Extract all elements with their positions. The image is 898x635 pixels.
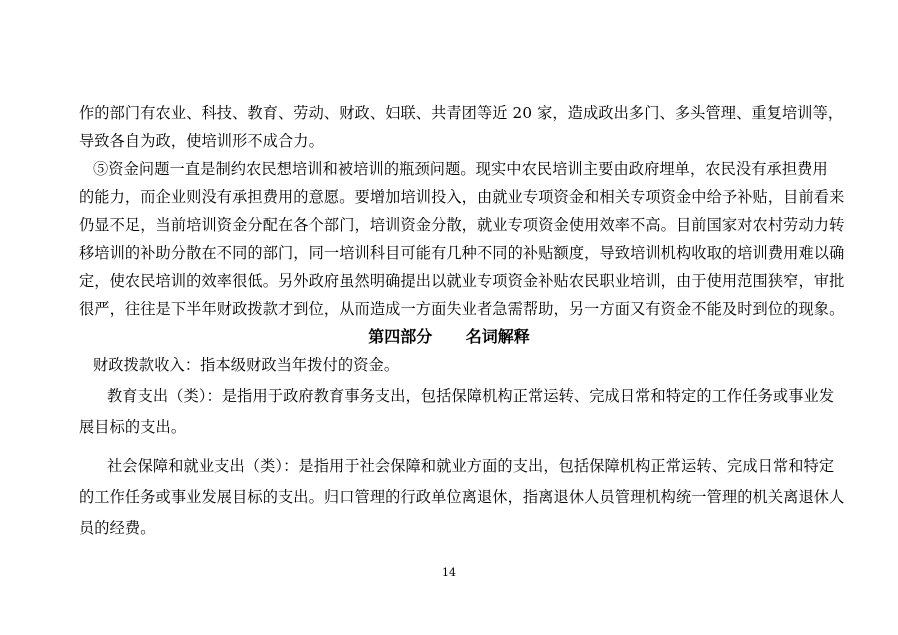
paragraph-line: 移培训的补助分散在不同的部门，同一培训科目可能有几种不同的补贴额度，导致培训机构收取的培训费用难以确 (79, 244, 845, 262)
page-number: 14 (442, 566, 456, 579)
paragraph-line: 仍显不足，当前培训资金分配在各个部门，培训资金分散，就业专项资金使用效率不高。目前国家对农村劳动力转 (79, 216, 845, 234)
paragraph-line: ⑤资金问题一直是制约农民想培训和被培训的瓶颈问题。现实中农民培训主要由政府埋单，农民没有承担费用 (93, 160, 828, 178)
paragraph-line: 定，使农民培训的效率很低。另外政府虽然明确提出以就业专项资金补贴农民职业培训，由于使用范围狭窄，审批 (79, 272, 845, 290)
section-heading: 第四部分 名词解释 (368, 327, 530, 346)
definition-line: 展目标的支出。 (79, 418, 187, 436)
definition-line: 教育支出（类）：是指用于政府教育事务支出，包括保障机构正常运转、完成日常和特定的工作任务或事业发 (107, 387, 835, 405)
text-line: 作的部门有农业、科技、教育、劳动、财政、妇联、共青团等近 20 家，造成政出多门、多头管理、重复培训等， (79, 104, 844, 122)
definition-line: 财政拨款收入：指本级财政当年拨付的资金。 (93, 356, 400, 374)
paragraph-line: 的能力，而企业则没有承担费用的意愿。要增加培训投入，由就业专项资金和相关专项资金中给予补贴，目前看来 (79, 188, 845, 206)
text-line: 导致各自为政，使培训形不成合力。 (79, 132, 324, 150)
definition-line: 的工作任务或事业发展目标的支出。归口管理的行政单位离退休，指离退休人员管理机构统一管理的机关离退休人 (79, 488, 845, 506)
definition-line: 员的经费。 (79, 519, 156, 537)
definition-line: 社会保障和就业支出（类）：是指用于社会保障和就业方面的支出，包括保障机构正常运转、完成日常和特定 (107, 457, 835, 475)
paragraph-line: 很严，往往是下半年财政拨款才到位，从而造成一方面失业者急需帮助，另一方面又有资金不能及时到位的现象。 (79, 300, 845, 318)
